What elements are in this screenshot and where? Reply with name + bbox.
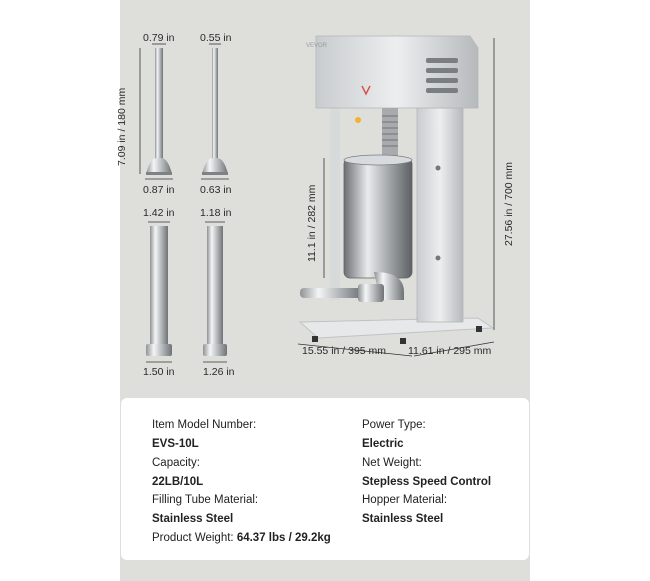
power-label: Power Type: (362, 419, 426, 431)
tube3-base-dim: 1.50 in (143, 366, 175, 378)
net-weight-value: Stepless Speed Control (362, 476, 492, 488)
base-depth-dim: 11.61 in / 295 mm (408, 345, 492, 357)
tube-material-label: Filling Tube Material: (152, 494, 259, 506)
brand-mark: VEVOR (306, 43, 328, 49)
tube4-base-dim: 1.26 in (203, 366, 235, 378)
weight-label: Product Weight: (152, 532, 234, 544)
total-height-dim: 27.56 in / 700 mm (503, 161, 515, 246)
filling-tube-large-1 (146, 226, 172, 356)
model-label: Item Model Number: (152, 419, 257, 431)
tube-length-dim: 7.09 in / 180 mm (116, 87, 128, 166)
tube1-top-dim: 0.79 in (143, 32, 175, 44)
hopper-material-value: Stainless Steel (362, 513, 444, 525)
hopper-height-dim: 11.1 in / 282 mm (306, 184, 318, 262)
filling-tube-small-2 (202, 48, 228, 175)
capacity-value: 22LB/10L (152, 476, 204, 488)
filling-tube-small-1 (146, 48, 172, 175)
tube-material-value: Stainless Steel (152, 513, 234, 525)
capacity-label: Capacity: (152, 457, 200, 469)
tube3-top-dim: 1.42 in (143, 207, 175, 219)
tube4-top-dim: 1.18 in (200, 207, 232, 219)
sausage-stuffer-machine (300, 36, 493, 344)
filling-tube-large-2 (203, 226, 227, 356)
tube1-base-dim: 0.87 in (143, 184, 175, 196)
model-value: EVS-10L (152, 438, 199, 450)
spec-card (121, 398, 529, 560)
tube2-top-dim: 0.55 in (200, 32, 232, 44)
base-width-dim: 15.55 in / 395 mm (302, 345, 387, 357)
net-weight-label: Net Weight: (362, 457, 422, 469)
tube2-base-dim: 0.63 in (200, 184, 232, 196)
weight-value: 64.37 lbs / 29.2kg (236, 532, 331, 544)
power-value: Electric (362, 438, 404, 450)
weight-row (152, 532, 331, 544)
hopper-material-label: Hopper Material: (362, 494, 448, 506)
